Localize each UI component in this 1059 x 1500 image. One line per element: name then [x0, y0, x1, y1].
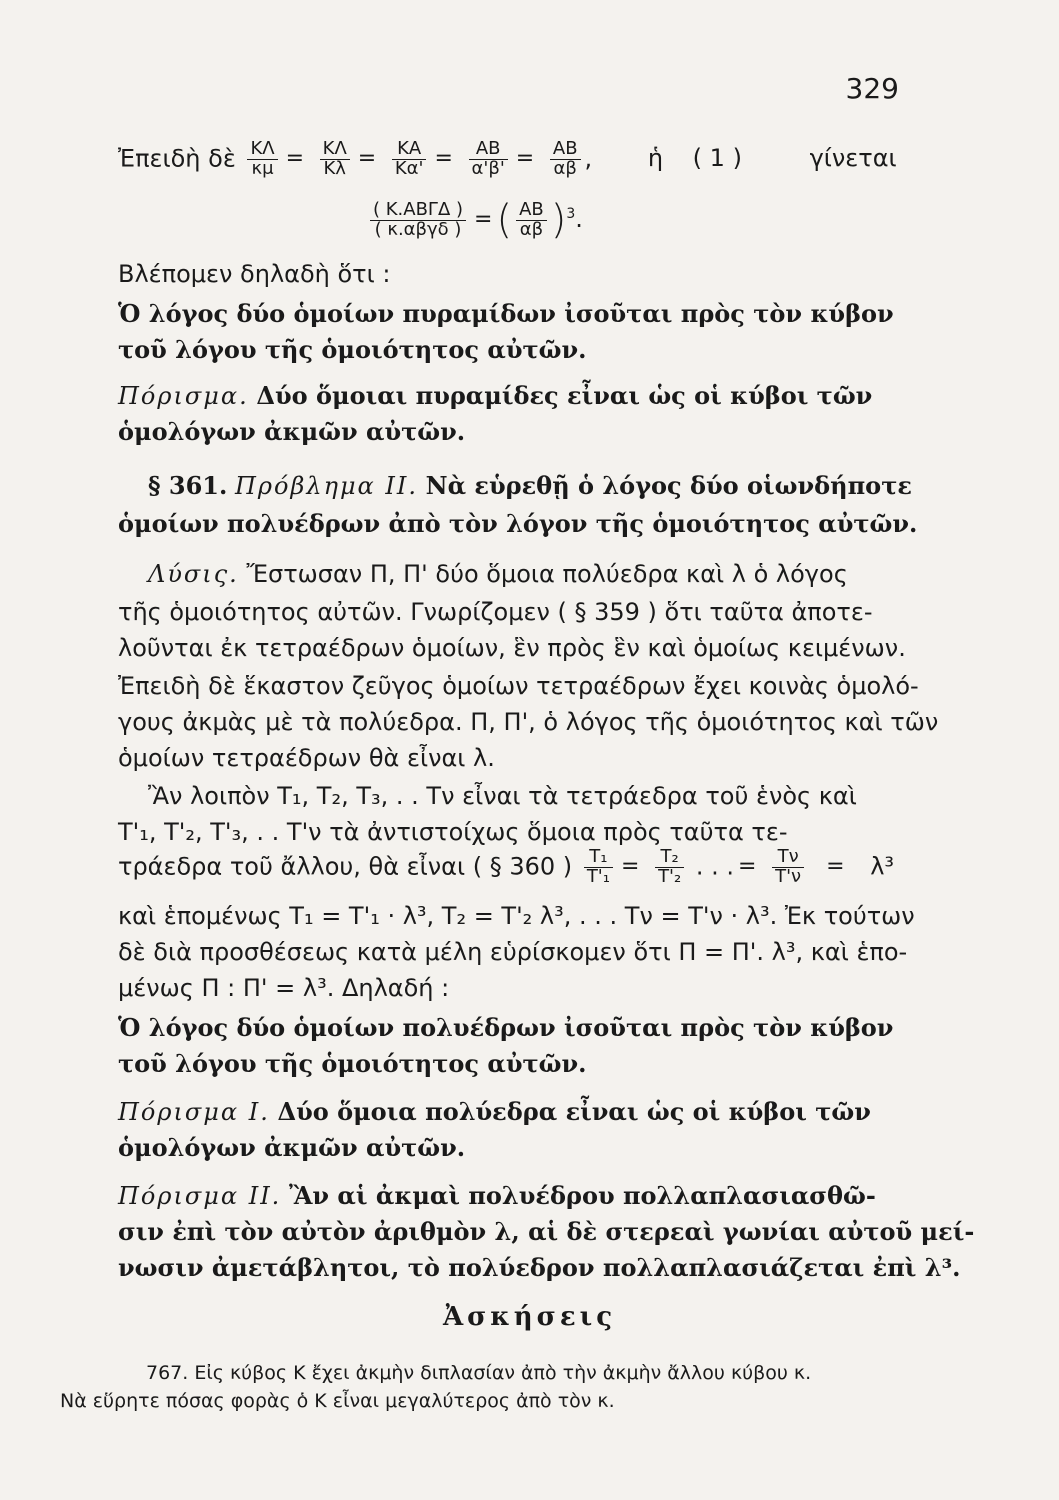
exercises-heading: Ἀσκήσεις [442, 1302, 617, 1332]
equation-ref: ( 1 ) [692, 144, 742, 173]
fraction: $\frac{K\Lambda}{K\lambda}$ [320, 140, 350, 179]
corollary-label: Πόρισμα ΙΙ. [118, 1182, 282, 1210]
corollary-line: ὁμολόγων ἀκμῶν αὐτῶν. [118, 417, 466, 446]
text-line: δὲ διὰ προσθέσεως κατὰ μέλη εὑρίσκομεν ὅτι Π = Π'. λ³, καὶ ἑπο- [118, 938, 908, 966]
page-number: 329 [845, 72, 899, 105]
fraction: $\frac{\text{Τ₂}}{\text{Τ'₂}}$ [655, 848, 684, 887]
exercise-line: 767. Εἰς κύβος Κ ἔχει ἀκμὴν διπλασίαν ἀπὸ τὴν ἀκμὴν ἄλλου κύβου κ. [146, 1362, 812, 1384]
text-line: τῆς ὁμοιότητος αὐτῶν. Γνωρίζομεν ( § 359 ) ὅτι ταῦτα ἀποτε- [118, 598, 873, 626]
text-line: λοῦνται ἐκ τετραέδρων ὁμοίων, ἓν πρὸς ἓν καὶ ὁμοίως κειμένων. [118, 634, 906, 662]
theorem-line: Ὁ λόγος δύο ὁμοίων πυραμίδων ἰσοῦται πρὸς τὸν κύβον [118, 299, 894, 328]
fraction: $\frac{AB}{\alpha'\beta'}$ [469, 140, 508, 179]
equation-volume-ratio: $\frac{\text{( Κ.ΑΒΓΔ )}}{\text{( κ.αβγδ )}}$ = ( $\frac{AB}{\alpha\beta}$ )$^3$. [118, 198, 904, 239]
equation-tail-h: ἡ [647, 144, 664, 173]
text-line: Τ'₁, Τ'₂, Τ'₃, . . Τ'ν τὰ ἀντιστοίχως ὅμοια πρὸς ταῦτα τε- [118, 818, 788, 846]
problem-line: ὁμοίων πολυέδρων ἀπὸ τὸν λόγον τῆς ὁμοιότητος αὐτῶν. [118, 509, 918, 538]
fraction: $\frac{KA}{K\alpha'}$ [392, 140, 427, 179]
equation-rhs: λ³ [870, 852, 895, 881]
text-line: ὁμοίων τετραέδρων θὰ εἶναι λ. [118, 744, 495, 772]
solution-label: Λύσις. [148, 560, 239, 588]
corollary-line: Πόρισμα. Δύο ὅμοιαι πυραμίδες εἶναι ὡς οἱ κύβοι τῶν [118, 381, 873, 410]
equation-tail-word: γίνεται [809, 144, 897, 173]
fraction: $\frac{\text{( Κ.ΑΒΓΔ )}}{\text{( κ.αβγδ )}}$ [370, 201, 466, 240]
exponent: 3 [566, 206, 576, 222]
fraction: $\frac{\text{Τ₁}}{\text{Τ'₁}}$ [584, 848, 613, 887]
exercise-line: Νὰ εὕρητε πόσας φορὰς ὁ Κ εἶναι μεγαλύτερος ἀπὸ τὸν κ. [60, 1390, 615, 1412]
text-line: Ἂν λοιπὸν Τ₁, Τ₂, Τ₃, . . Τν εἶναι τὰ τετράεδρα τοῦ ἑνὸς καὶ [148, 782, 857, 810]
text-line: Ἐπειδὴ δὲ ἕκαστον ζεῦγος ὁμοίων τετραέδρων ἔχει κοινὰς ὁμολό- [118, 672, 919, 700]
corollary-label: Πόρισμα. [118, 382, 249, 410]
equation-tetrahedra: τράεδρα τοῦ ἄλλου, θὰ εἶναι ( § 360 ) $\frac{\text{Τ₁}}{\text{Τ'₁}}$ = $\frac{\text{Τ₂}}{\text{Τ'₂}}$ . . . = $\frac{T\nu}{T'\nu}$ = λ³ [118, 846, 895, 887]
equation-lead: Ἐπειδὴ δὲ [118, 144, 236, 173]
theorem-line: τοῦ λόγου τῆς ὁμοιότητος αὐτῶν. [118, 335, 587, 364]
corollary-line: σιν ἐπὶ τὸν αὐτὸν ἀριθμὸν λ, αἱ δὲ στερεαὶ γωνίαι αὐτοῦ μεί- [118, 1217, 975, 1246]
theorem-line: τοῦ λόγου τῆς ὁμοιότητος αὐτῶν. [118, 1049, 587, 1078]
solution-line: Λύσις. Ἔστωσαν Π, Π' δύο ὅμοια πολύεδρα καὶ λ ὁ λόγος [148, 560, 848, 588]
exercise-number: 767. [146, 1362, 189, 1384]
corollary-label: Πόρισμα Ι. [118, 1098, 270, 1126]
section-number: § 361. [148, 471, 228, 500]
fraction: $\frac{AB}{\alpha\beta}$ [550, 140, 581, 179]
corollary-line: νωσιν ἀμετάβλητοι, τὸ πολύεδρον πολλαπλασιάζεται ἐπὶ λ³. [118, 1253, 961, 1282]
fraction: $\frac{AB}{\alpha\beta}$ [516, 201, 547, 240]
fraction: $\frac{K\Lambda}{\kappa\mu}$ [247, 140, 277, 179]
corollary-line: Πόρισμα ΙΙ. Ἂν αἱ ἀκμαὶ πολυέδρου πολλαπλασιασθῶ- [118, 1181, 876, 1210]
theorem-line: Ὁ λόγος δύο ὁμοίων πολυέδρων ἰσοῦται πρὸς τὸν κύβον [118, 1013, 894, 1042]
text-line: μένως Π : Π' = λ³. Δηλαδή : [118, 974, 450, 1002]
text-line: Βλέπομεν δηλαδὴ ὅτι : [118, 260, 391, 288]
problem-heading-line: § 361. Πρόβλημα ΙΙ. Νὰ εὑρεθῇ ὁ λόγος δύο οἱωνδήποτε [148, 471, 912, 500]
corollary-line: Πόρισμα Ι. Δύο ὅμοια πολύεδρα εἶναι ὡς οἱ κύβοι τῶν [118, 1097, 871, 1126]
text-line: καὶ ἑπομένως Τ₁ = Τ'₁ · λ³, Τ₂ = Τ'₂ λ³, . . . Τν = Τ'ν · λ³. Ἐκ τούτων [118, 902, 915, 930]
fraction: $\frac{T\nu}{T'\nu}$ [772, 848, 804, 887]
corollary-line: ὁμολόγων ἀκμῶν αὐτῶν. [118, 1133, 466, 1162]
equation-ratio-chain: Ἐπειδὴ δὲ $\frac{K\Lambda}{\kappa\mu}$ = $\frac{K\Lambda}{K\lambda}$ = $\frac{KA}{K\alpha'}$ = $\frac{AB}{\alpha'\beta'}$ = $\frac{AB}{\alpha\beta}$ , ἡ ( 1 ) γίνεται [118, 138, 897, 179]
problem-label: Πρόβλημα ΙΙ. [235, 472, 418, 500]
text-line: γους ἀκμὰς μὲ τὰ πολύεδρα. Π, Π', ὁ λόγος τῆς ὁμοιότητος καὶ τῶν [118, 708, 939, 736]
